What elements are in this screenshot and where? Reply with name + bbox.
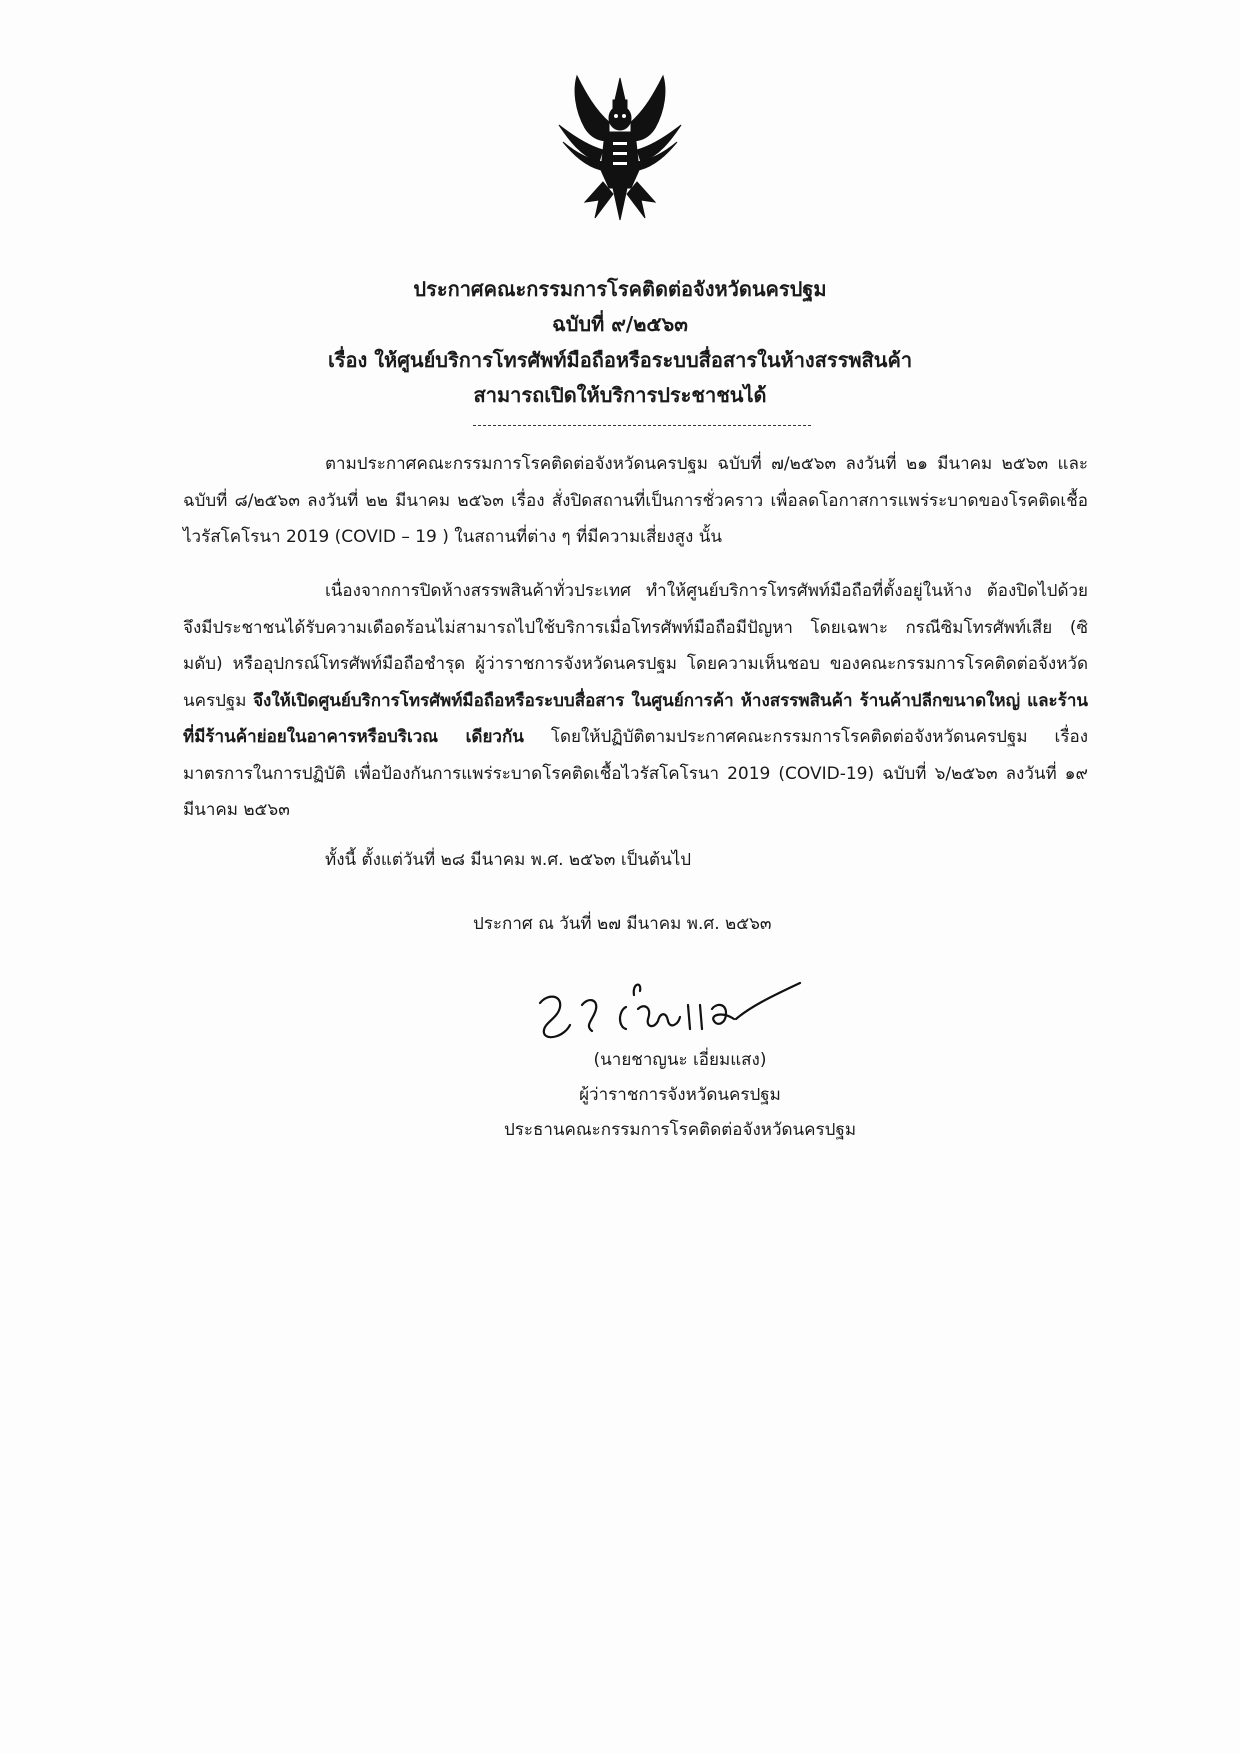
paragraph-emphasis: จึงให้เปิดศูนย์บริการโทรศัพท์มือถือหรือระบบสื่อสาร ในศูนย์การค้า ห้างสรรพสินค้า ร้านค้าปลีกขนาดใหญ่ และร้านที่มีร้านค้าย่อยในอาคารหรือบริเวณ เดียวกัน: [183, 690, 1088, 747]
paragraph-text-end: โดยให้ปฏิบัติตามประกาศคณะกรรมการโรคติดต่อจังหวัดนครปฐม เรื่อง มาตรการในการปฏิบัติ เพื่อป้องกันการแพร่ระบาดโรคติดเชื้อไวรัสโคโรนา 2019 (COVID-19) ฉบับที่ ๖/๒๕๖๓ ลงวันที่ ๑๙ มีนาคม ๒๕๖๓: [183, 727, 1088, 820]
body-paragraph-reference: ตามประกาศคณะกรรมการโรคติดต่อจังหวัดนครปฐม ฉบับที่ ๗/๒๕๖๓ ลงวันที่ ๒๑ มีนาคม ๒๕๖๓ และฉบับที่ ๘/๒๕๖๓ ลงวันที่ ๒๒ มีนาคม ๒๕๖๓ เรื่อง สั่งปิดสถานที่เป็นการชั่วคราว เพื่อลดโอกาสการแพร่ระบาดของโรคติดเชื้อไวรัสโคโรนา 2019 (COVID – 19 ) ในสถานที่ต่าง ๆ ที่มีความเสี่ยงสูง นั้น: [183, 454, 1088, 547]
announcement-subject-continued: สามารถเปิดให้บริการประชาชนได้: [473, 383, 767, 407]
paragraph-text: เนื่องจากการปิดห้างสรรพสินค้าทั่วประเทศ ทำให้ศูนย์บริการโทรศัพท์มือถือที่ตั้งอยู่ในห้าง ต้องปิดไปด้วย จึงมีประชาชนได้รับความเดือดร้อนไม่สามารถไปใช้บริการเมื่อโทรศัพท์มือถือมีปัญหา โดยเฉพาะ กรณีซิมโทรศัพท์เสีย (ซิมดับ) หรืออุปกรณ์โทรศัพท์มือถือชำรุด ผู้ว่าราชการจังหวัดนครปฐม โดยความเห็นชอบ ของคณะกรรมการโรคติดต่อจังหวัดนครปฐม: [183, 581, 1088, 711]
signer-position: ผู้ว่าราชการจังหวัดนครปฐม: [579, 1085, 781, 1105]
announcement-subject: เรื่อง ให้ศูนย์บริการโทรศัพท์มือถือหรือระบบสื่อสารในห้างสรรพสินค้า: [327, 348, 913, 372]
announcement-number: ฉบับที่ ๙/๒๕๖๓: [552, 312, 688, 336]
announcement-title: ประกาศคณะกรรมการโรคติดต่อจังหวัดนครปฐม: [413, 277, 827, 301]
handwritten-signature: [530, 975, 810, 1050]
title-divider: [473, 425, 811, 426]
effective-date: ทั้งนี้ ตั้งแต่วันที่ ๒๘ มีนาคม พ.ศ. ๒๕๖๓ เป็นต้นไป: [325, 850, 692, 870]
signer-name: (นายชาญนะ เอี่ยมแสง): [593, 1050, 767, 1070]
signer-chair-position: ประธานคณะกรรมการโรคติดต่อจังหวัดนครปฐม: [503, 1120, 857, 1140]
announcement-date: ประกาศ ณ วันที่ ๒๗ มีนาคม พ.ศ. ๒๕๖๓: [473, 914, 772, 934]
garuda-emblem-icon: [555, 70, 685, 225]
body-paragraph-order: [183, 573, 1088, 829]
